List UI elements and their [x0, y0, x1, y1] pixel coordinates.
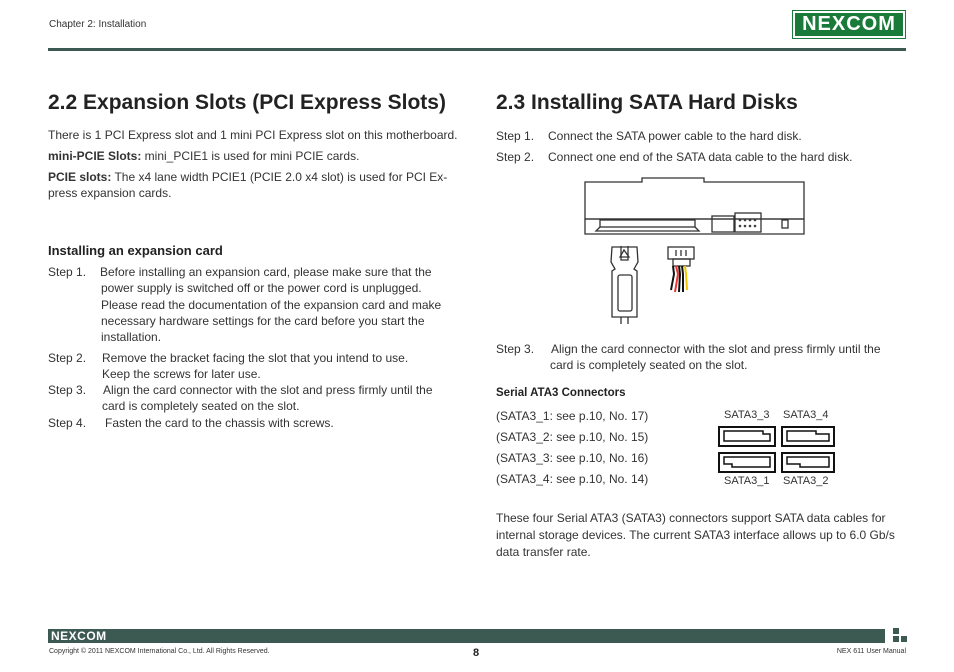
sata3-3-connector	[724, 431, 770, 441]
label-sata3-2: SATA3_2	[783, 475, 829, 487]
footer-logo: NEXCOM	[51, 629, 107, 643]
label-sata3-3: SATA3_3	[724, 409, 770, 421]
footer-square-1	[893, 628, 899, 634]
step-number: Step 4.	[48, 416, 87, 430]
section-title-sata: 2.3 Installing SATA Hard Disks	[496, 91, 798, 114]
label-sata3-4: SATA3_4	[783, 409, 829, 421]
step-number: Step 3.	[496, 342, 535, 356]
step-number: Step 2.	[496, 150, 535, 164]
closing-line-1: These four Serial ATA3 (SATA3) connectors support SATA data cables for	[496, 511, 886, 525]
manual-name: NEX 611 User Manual	[836, 648, 906, 655]
step-text: Connect the SATA power cable to the hard disk.	[548, 129, 802, 143]
step-text-line: card is completely seated on the slot.	[102, 399, 300, 414]
step-text-line: Before installing an expansion card, please make sure that the	[100, 265, 432, 279]
step-text-line: installation.	[101, 330, 162, 345]
intro-text: There is 1 PCI Express slot and 1 mini PCI Express slot on this motherboard.	[48, 128, 458, 142]
footer-square-2	[893, 636, 899, 642]
step-text-line: card is completely seated on the slot.	[550, 358, 748, 373]
step-number: Step 2.	[48, 351, 87, 365]
step-text-line: power supply is switched off or the power cord is unplugged.	[101, 281, 422, 296]
step-text-line: Align the card connector with the slot and press firmly until the	[551, 342, 881, 356]
pcie-text-1: The x4 lane width PCIE1 (PCIE 2.0 x4 slot) is used for PCI Ex-	[111, 170, 448, 184]
label-sata3-1: SATA3_1	[724, 475, 770, 487]
step-text-line: Align the card connector with the slot and press firmly until the	[103, 383, 433, 397]
sata3-2-connector	[787, 457, 829, 467]
step-text-line: Remove the bracket facing the slot that you intend to use.	[102, 351, 409, 365]
logo-text: NEXCOM	[802, 13, 896, 35]
pcie-label: PCIE slots:	[48, 170, 112, 184]
mini-pcie-paragraph	[48, 148, 359, 164]
sata3-4-connector	[787, 431, 829, 441]
copyright-text: Copyright © 2011 NEXCOM International Co., Ltd. All Rights Reserved.	[49, 648, 270, 655]
step-text-line: Keep the screws for later use.	[102, 367, 261, 382]
closing-line-2: internal storage devices. The current SATA3 interface allows up to 6.0 Gb/s	[496, 528, 895, 542]
step-number: Step 1.	[496, 129, 535, 143]
hard-disk-illustration	[582, 174, 812, 326]
subhead-installing-card: Installing an expansion card	[48, 243, 223, 258]
sata-ref-3: (SATA3_3: see p.10, No. 16)	[496, 451, 649, 465]
closing-line-3: data transfer rate.	[496, 545, 591, 559]
step-text-line: Fasten the card to the chassis with screws.	[105, 416, 334, 430]
footer-square-3	[901, 636, 907, 642]
footer-bar	[48, 629, 885, 643]
mini-pcie-label: mini-PCIE Slots:	[48, 149, 142, 163]
step-number: Step 1.	[48, 265, 87, 279]
pcie-text-2: press expansion cards.	[48, 186, 172, 200]
step-text-line: Please read the documentation of the expansion card and make	[101, 297, 442, 312]
chapter-label: Chapter 2: Installation	[49, 19, 147, 30]
step-text-line: necessary hardware settings for the card before you start the	[101, 313, 425, 328]
sata-heading: Serial ATA3 Connectors	[496, 387, 626, 399]
sata-ref-1: (SATA3_1: see p.10, No. 17)	[496, 409, 649, 423]
step-text: Connect one end of the SATA data cable to the hard disk.	[548, 150, 853, 164]
sata-ref-2: (SATA3_2: see p.10, No. 15)	[496, 430, 649, 444]
page-number: 8	[473, 647, 480, 659]
nexcom-logo	[792, 10, 906, 39]
step-number: Step 3.	[48, 383, 87, 397]
sata3-1-connector	[724, 457, 770, 467]
section-title-expansion: 2.2 Expansion Slots (PCI Express Slots)	[48, 91, 446, 114]
pcie-paragraph	[48, 169, 447, 185]
sata-connectors-diagram	[718, 426, 836, 474]
header-rule	[48, 48, 906, 51]
mini-pcie-text: mini_PCIE1 is used for mini PCIE cards.	[141, 149, 360, 163]
sata-ref-4: (SATA3_4: see p.10, No. 14)	[496, 472, 649, 486]
